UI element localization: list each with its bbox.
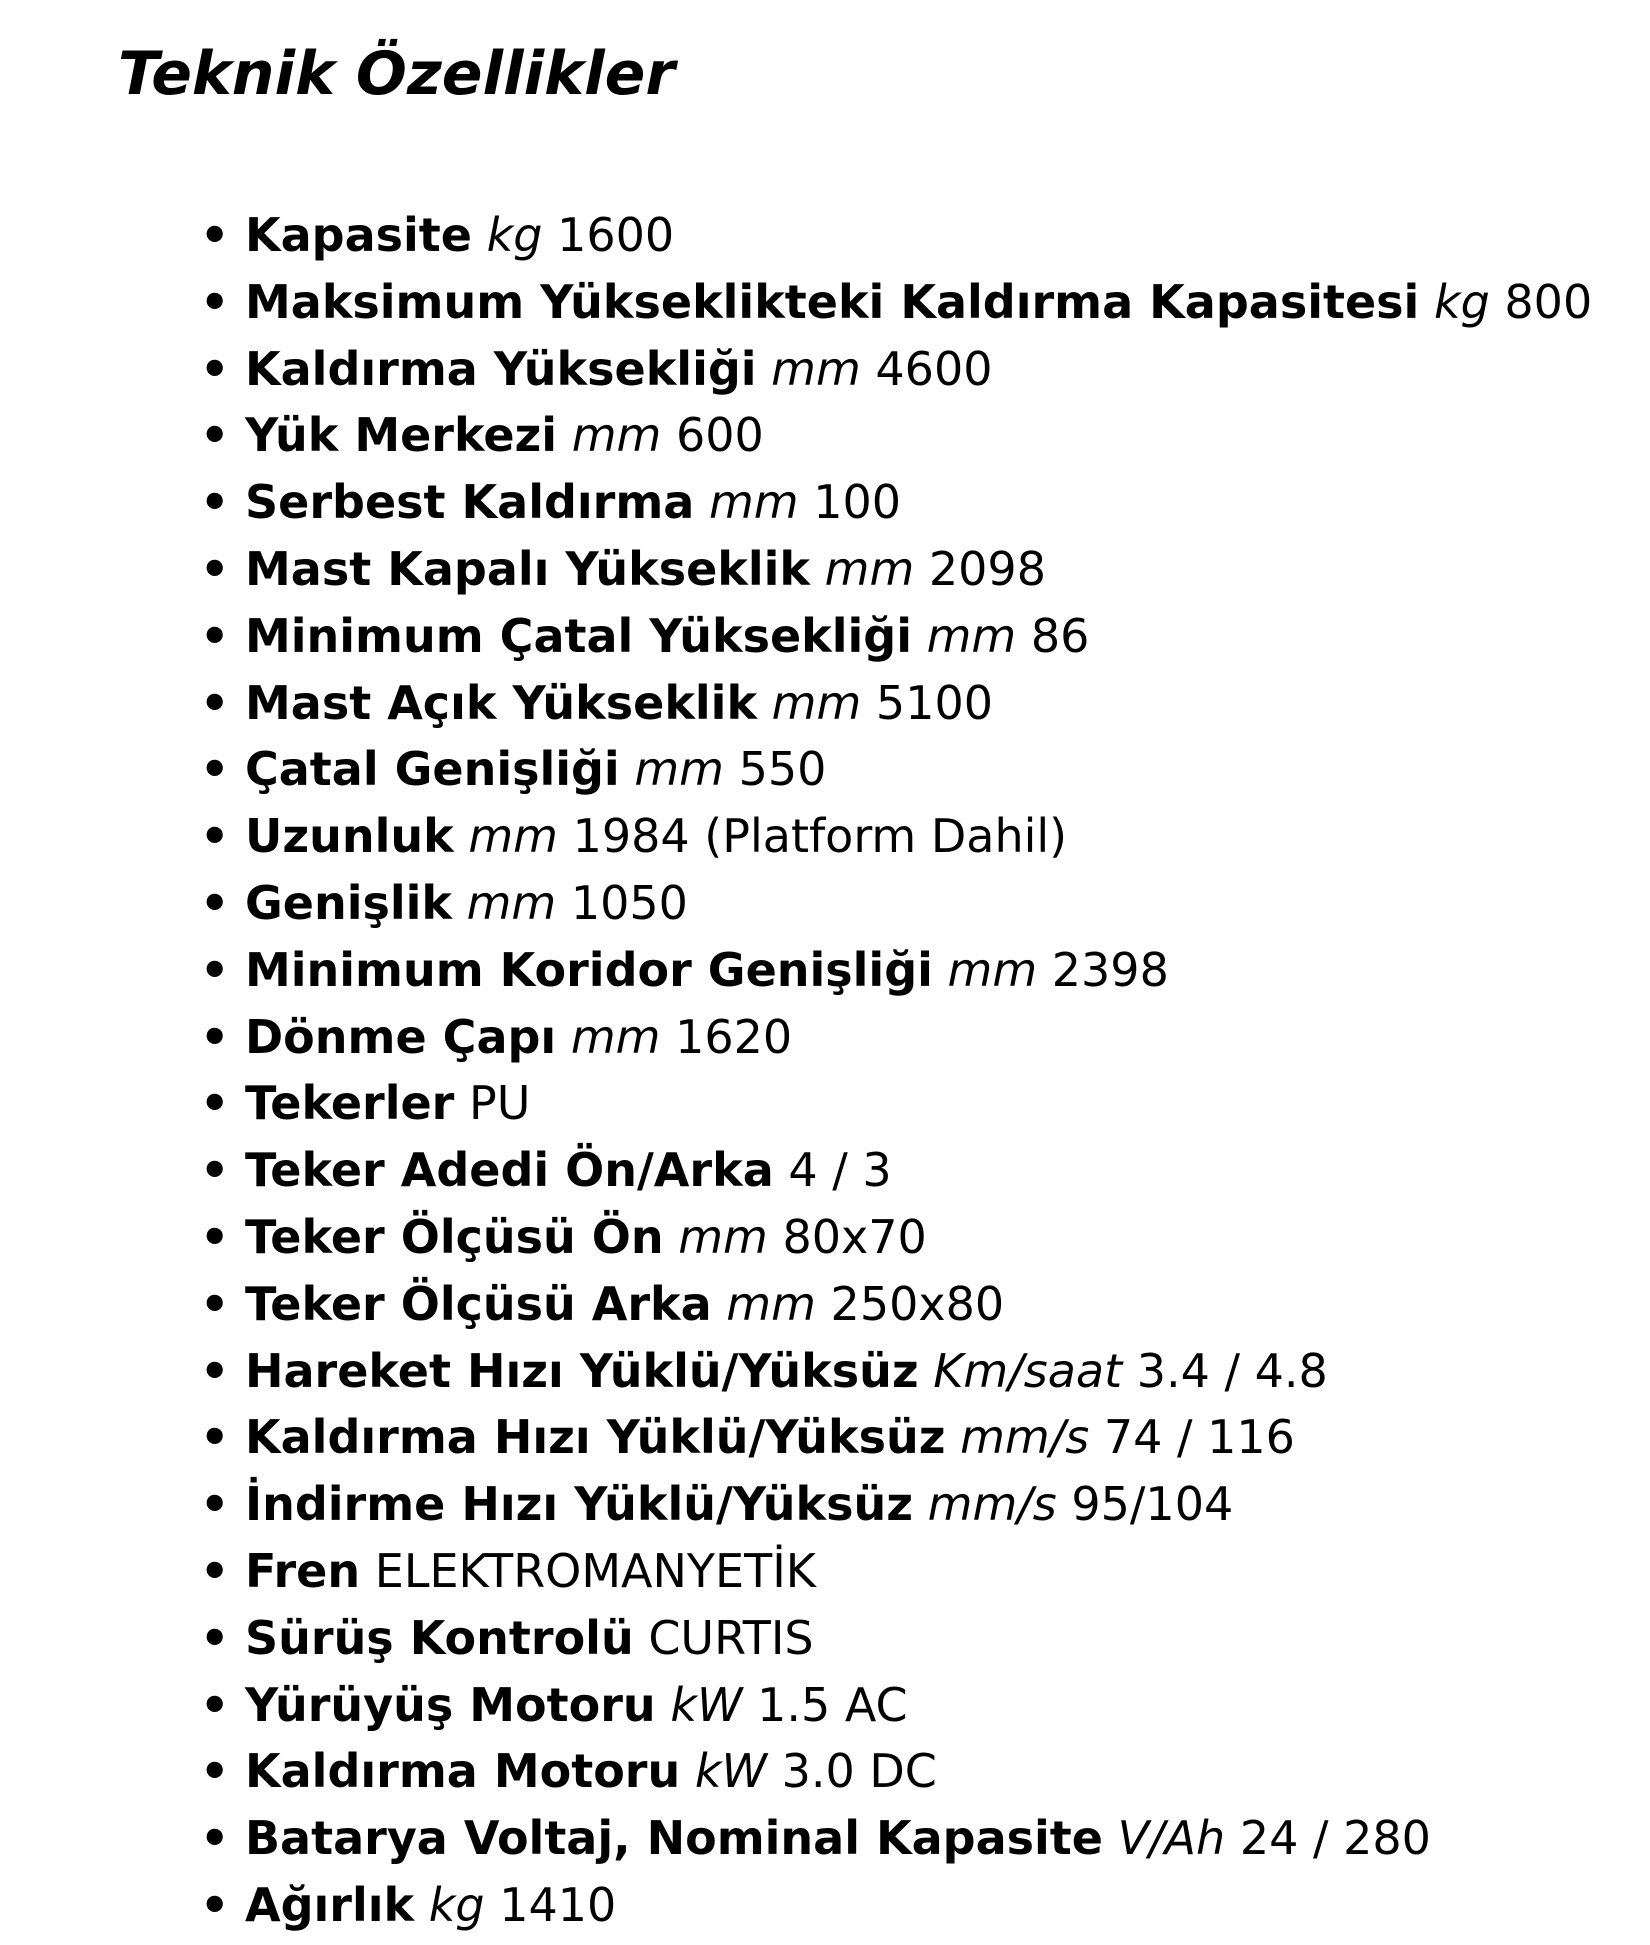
spec-unit: mm xyxy=(947,942,1038,997)
spec-unit: mm xyxy=(634,742,724,797)
bullet-icon: • xyxy=(200,675,230,730)
spec-unit: kW xyxy=(694,1744,767,1799)
bullet-icon: • xyxy=(200,1343,230,1398)
spec-unit: kg xyxy=(428,1877,485,1932)
spec-item xyxy=(200,1137,1592,1204)
spec-label: Mast Kapalı Yükseklik xyxy=(245,541,811,596)
spec-label: Serbest Kaldırma xyxy=(245,475,695,530)
spec-label: Tekerler xyxy=(245,1076,455,1131)
spec-item xyxy=(200,1070,1592,1137)
spec-item xyxy=(200,736,1592,803)
spec-value: 2098 xyxy=(928,541,1046,596)
spec-value: 1.5 AC xyxy=(757,1677,908,1732)
bullet-icon: • xyxy=(200,541,230,596)
spec-label: Kaldırma Motoru xyxy=(245,1744,681,1799)
bullet-icon: • xyxy=(200,1744,230,1799)
bullet-icon: • xyxy=(200,1877,230,1932)
spec-label: Dönme Çapı xyxy=(245,1009,557,1064)
spec-item xyxy=(200,1404,1592,1471)
bullet-icon: • xyxy=(200,475,230,530)
spec-item xyxy=(200,1738,1592,1805)
spec-value: 5100 xyxy=(875,675,993,730)
spec-value: 250x80 xyxy=(830,1276,1005,1331)
spec-unit: mm xyxy=(468,809,558,864)
spec-list xyxy=(200,202,1592,1939)
bullet-icon: • xyxy=(200,1543,230,1598)
spec-value: 80x70 xyxy=(782,1209,927,1264)
bullet-icon: • xyxy=(200,1209,230,1264)
spec-label: Maksimum Yükseklikteki Kaldırma Kapasitesi xyxy=(245,274,1420,329)
spec-item xyxy=(200,670,1592,737)
spec-value: 4 / 3 xyxy=(788,1143,892,1198)
spec-value: PU xyxy=(468,1076,531,1131)
spec-unit: mm xyxy=(571,408,662,463)
spec-label: Fren xyxy=(245,1543,361,1598)
spec-unit: kW xyxy=(670,1677,743,1732)
bullet-icon: • xyxy=(200,608,230,663)
spec-item xyxy=(200,1271,1592,1338)
spec-value: 74 / 116 xyxy=(1103,1410,1295,1465)
spec-value: 100 xyxy=(813,475,902,530)
bullet-icon: • xyxy=(200,1410,230,1465)
spec-value: 1984 (Platform Dahil) xyxy=(572,809,1068,864)
spec-item xyxy=(200,269,1592,336)
spec-item xyxy=(200,870,1592,937)
spec-item xyxy=(200,1004,1592,1071)
spec-unit: mm/s xyxy=(927,1477,1057,1532)
spec-label: Teker Ölçüsü Arka xyxy=(245,1276,712,1331)
spec-label: Teker Ölçüsü Ön xyxy=(245,1209,664,1264)
spec-value: 1600 xyxy=(557,208,675,262)
spec-unit: mm xyxy=(570,1009,661,1064)
spec-unit: mm xyxy=(771,341,861,396)
spec-label: Batarya Voltaj, Nominal Kapasite xyxy=(245,1811,1103,1866)
bullet-icon: • xyxy=(200,1076,230,1131)
spec-label: Genişlik xyxy=(245,875,452,930)
spec-item xyxy=(200,1605,1592,1672)
spec-unit: mm xyxy=(678,1209,768,1264)
spec-label: Mast Açık Yükseklik xyxy=(245,675,758,730)
spec-value: 550 xyxy=(738,742,827,797)
spec-value: ELEKTROMANYETİK xyxy=(374,1543,816,1598)
spec-unit: mm xyxy=(824,541,915,596)
bullet-icon: • xyxy=(200,942,230,997)
spec-label: Ağırlık xyxy=(245,1877,415,1932)
spec-label: Uzunluk xyxy=(245,809,454,864)
bullet-icon: • xyxy=(200,809,230,864)
spec-item xyxy=(200,803,1592,870)
spec-item xyxy=(200,336,1592,403)
bullet-icon: • xyxy=(200,208,230,262)
bullet-icon: • xyxy=(200,341,230,396)
bullet-icon: • xyxy=(200,1276,230,1331)
spec-label: Minimum Çatal Yüksekliği xyxy=(245,608,912,663)
spec-item xyxy=(200,937,1592,1004)
spec-item xyxy=(200,1338,1592,1405)
spec-value: 1620 xyxy=(675,1009,793,1064)
spec-value: CURTIS xyxy=(648,1610,814,1665)
spec-label: Kaldırma Yüksekliği xyxy=(245,341,757,396)
spec-item xyxy=(200,469,1592,536)
spec-item xyxy=(200,536,1592,603)
bullet-icon: • xyxy=(200,1811,230,1866)
spec-value: 95/104 xyxy=(1071,1477,1234,1532)
spec-item xyxy=(200,1204,1592,1271)
bullet-icon: • xyxy=(200,274,230,329)
spec-label: Minimum Koridor Genişliği xyxy=(245,942,933,997)
spec-label: Yürüyüş Motoru xyxy=(245,1677,656,1732)
spec-value: 2398 xyxy=(1051,942,1169,997)
spec-unit: Km/saat xyxy=(933,1343,1123,1398)
spec-label: Kapasite xyxy=(245,208,472,262)
bullet-icon: • xyxy=(200,1477,230,1532)
bullet-icon: • xyxy=(200,1677,230,1732)
spec-unit: mm xyxy=(466,875,557,930)
spec-value: 600 xyxy=(675,408,764,463)
spec-unit: mm xyxy=(726,1276,816,1331)
spec-item xyxy=(200,1805,1592,1872)
bullet-icon: • xyxy=(200,742,230,797)
spec-unit: kg xyxy=(1433,274,1490,329)
spec-item xyxy=(200,202,1592,269)
spec-label: Hareket Hızı Yüklü/Yüksüz xyxy=(245,1343,919,1398)
spec-item xyxy=(200,1471,1592,1538)
spec-value: 3.0 DC xyxy=(781,1744,937,1799)
spec-item xyxy=(200,402,1592,469)
spec-value: 1410 xyxy=(499,1877,617,1932)
spec-value: 4600 xyxy=(875,341,993,396)
spec-unit: V/Ah xyxy=(1117,1811,1226,1866)
bullet-icon: • xyxy=(200,1009,230,1064)
spec-unit: mm/s xyxy=(960,1410,1090,1465)
spec-item xyxy=(200,1872,1592,1939)
spec-item xyxy=(200,1672,1592,1739)
spec-unit: kg xyxy=(486,208,543,262)
spec-unit: mm xyxy=(708,475,799,530)
spec-label: Yük Merkezi xyxy=(245,408,558,463)
spec-unit: mm xyxy=(771,675,862,730)
bullet-icon: • xyxy=(200,408,230,463)
bullet-icon: • xyxy=(200,875,230,930)
spec-unit: mm xyxy=(926,608,1017,663)
bullet-icon: • xyxy=(200,1610,230,1665)
spec-value: 86 xyxy=(1030,608,1090,663)
spec-item xyxy=(200,603,1592,670)
spec-label: İndirme Hızı Yüklü/Yüksüz xyxy=(245,1477,914,1532)
spec-value: 1050 xyxy=(570,875,688,930)
spec-label: Çatal Genişliği xyxy=(245,742,620,797)
spec-value: 24 / 280 xyxy=(1239,1811,1431,1866)
page-title: Teknik Özellikler xyxy=(118,39,675,109)
spec-label: Teker Adedi Ön/Arka xyxy=(245,1143,774,1198)
spec-label: Sürüş Kontrolü xyxy=(245,1610,634,1665)
bullet-icon: • xyxy=(200,1143,230,1198)
spec-label: Kaldırma Hızı Yüklü/Yüksüz xyxy=(245,1410,946,1465)
spec-item xyxy=(200,1538,1592,1605)
spec-value: 800 xyxy=(1504,274,1593,329)
spec-value: 3.4 / 4.8 xyxy=(1136,1343,1328,1398)
